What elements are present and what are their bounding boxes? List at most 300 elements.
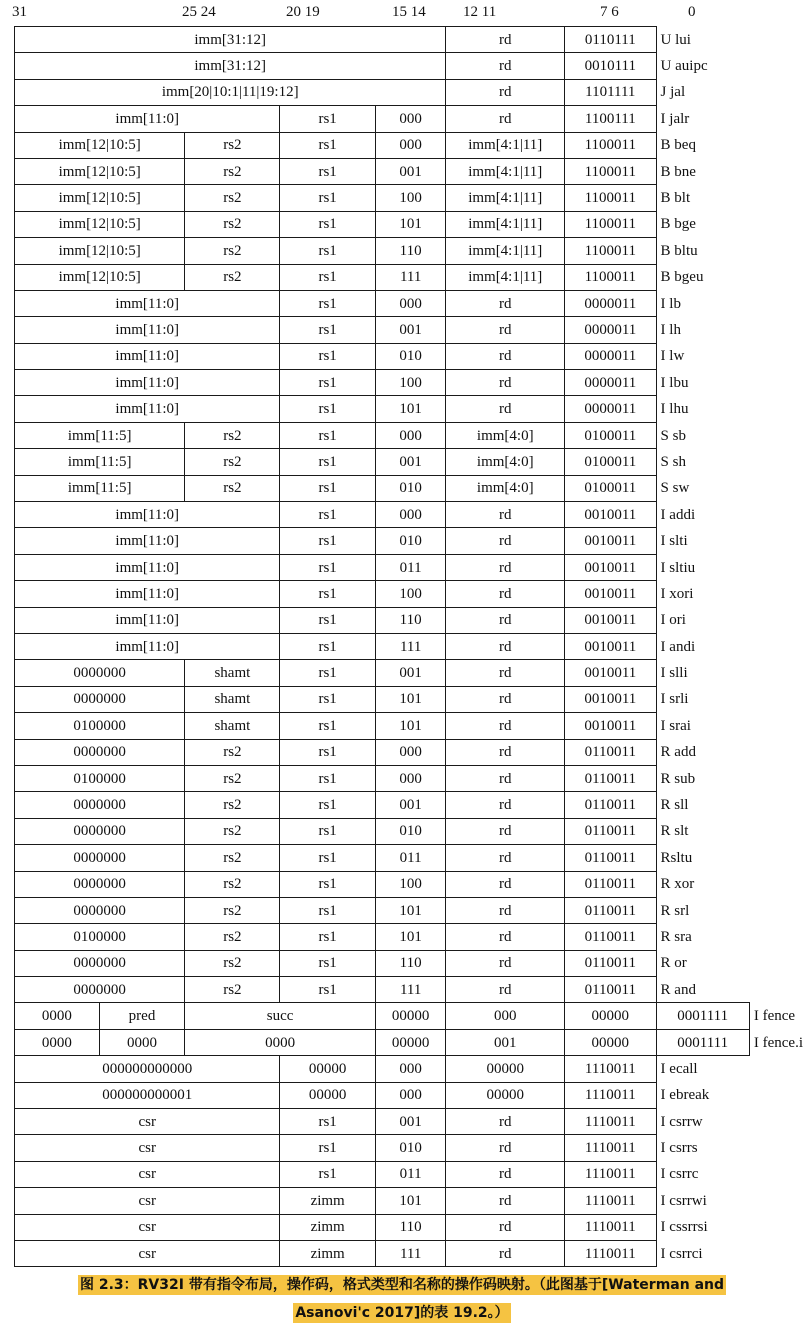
encoding-field: imm[4:1|11] [446, 185, 565, 211]
instruction-row [15, 1135, 804, 1161]
encoding-field: rs2 [185, 950, 280, 976]
encoding-field: 0010011 [565, 528, 656, 554]
encoding-field: rd [446, 370, 565, 396]
encoding-field: rs2 [185, 845, 280, 871]
encoding-field: rs1 [280, 185, 375, 211]
instruction-row [15, 53, 804, 79]
encoding-field: 0000000 [15, 950, 185, 976]
encoding-field: 101 [375, 396, 446, 422]
encoding-field: 00000 [375, 1029, 446, 1055]
encoding-field: 000 [375, 502, 446, 528]
encoding-field: rd [446, 686, 565, 712]
instruction-row [15, 1109, 804, 1135]
encoding-field: 0110011 [565, 845, 656, 871]
encoding-field: rd [446, 633, 565, 659]
encoding-field: 0010011 [565, 502, 656, 528]
encoding-field: 000 [375, 765, 446, 791]
instruction-row [15, 1161, 804, 1187]
instruction-row [15, 475, 804, 501]
encoding-field: 1100011 [565, 264, 656, 290]
encoding-field: 1110011 [565, 1188, 656, 1214]
instruction-name: R sra [660, 928, 692, 945]
encoding-field: rs1 [280, 686, 375, 712]
encoding-field: rs1 [280, 449, 375, 475]
encoding-field: 0100011 [565, 422, 656, 448]
encoding-field: rs1 [280, 211, 375, 237]
encoding-field: rd [446, 581, 565, 607]
encoding-field: 0010011 [565, 633, 656, 659]
encoding-field: imm[4:1|11] [446, 158, 565, 184]
encoding-field: rs1 [280, 106, 375, 132]
encoding-field: 100 [375, 185, 446, 211]
encoding-field: imm[11:0] [15, 528, 280, 554]
encoding-field: 0110011 [565, 977, 656, 1003]
instruction-row [15, 1214, 804, 1240]
encoding-field: 1100011 [565, 132, 656, 158]
encoding-field: rd [446, 818, 565, 844]
encoding-field: 0000011 [565, 317, 656, 343]
encoding-field: 011 [375, 845, 446, 871]
encoding-field: 0000000 [15, 897, 185, 923]
encoding-field: rs1 [280, 502, 375, 528]
bit-label-20-19: 20 19 [286, 4, 320, 20]
instruction-row [15, 924, 804, 950]
instruction-name: I csrrw [660, 1113, 703, 1130]
instruction-row [15, 554, 804, 580]
encoding-field: rd [446, 1188, 565, 1214]
encoding-field: 0000000 [15, 845, 185, 871]
encoding-field: 0000000 [15, 977, 185, 1003]
encoding-field: rs1 [280, 845, 375, 871]
encoding-field: imm[4:0] [446, 422, 565, 448]
bit-label-25-24: 25 24 [182, 4, 216, 20]
encoding-field: rs2 [185, 739, 280, 765]
instruction-name: R sub [660, 770, 696, 787]
instruction-name: I jalr [660, 110, 690, 127]
encoding-field: rs1 [280, 158, 375, 184]
encoding-field: rs1 [280, 765, 375, 791]
encoding-field: 0000 [99, 1029, 185, 1055]
encoding-field: 101 [375, 897, 446, 923]
encoding-field: 0000000 [15, 818, 185, 844]
encoding-field: 1110011 [565, 1240, 656, 1266]
encoding-field: 00000 [565, 1003, 656, 1029]
encoding-field: 0010011 [565, 554, 656, 580]
encoding-field: 0110011 [565, 792, 656, 818]
encoding-field: rs1 [280, 871, 375, 897]
instruction-name: I lbu [660, 374, 689, 391]
instruction-row [15, 607, 804, 633]
encoding-field: 0100011 [565, 449, 656, 475]
instruction-row [15, 449, 804, 475]
encoding-field: rs1 [280, 475, 375, 501]
encoding-field: 1101111 [565, 79, 656, 105]
instruction-row [15, 211, 804, 237]
bit-label-0: 0 [688, 4, 696, 20]
encoding-field: imm[11:0] [15, 396, 280, 422]
encoding-field: imm[12|10:5] [15, 132, 185, 158]
encoding-field: 001 [375, 449, 446, 475]
instruction-row [15, 290, 804, 316]
encoding-field: 00000 [446, 1056, 565, 1082]
encoding-field: rs1 [280, 290, 375, 316]
caption-line-1: 图 2.3：RV32I 带有指令布局，操作码，格式类型和名称的操作码映射。（此图基于[Waterman and [79, 1277, 725, 1293]
encoding-field: imm[11:5] [15, 422, 185, 448]
encoding-field: 0110011 [565, 765, 656, 791]
encoding-field: rs1 [280, 370, 375, 396]
encoding-field: rd [446, 396, 565, 422]
encoding-field: rd [446, 554, 565, 580]
instruction-row [15, 238, 804, 264]
instruction-row [15, 528, 804, 554]
encoding-field: rs2 [185, 238, 280, 264]
instruction-name: B bgeu [660, 269, 704, 286]
instruction-row [15, 686, 804, 712]
encoding-field: 111 [375, 1240, 446, 1266]
encoding-field: 000 [446, 1003, 565, 1029]
encoding-field: rs1 [280, 581, 375, 607]
encoding-field: 0010011 [565, 581, 656, 607]
encoding-field: 0000011 [565, 370, 656, 396]
encoding-field: 1100011 [565, 211, 656, 237]
encoding-field: rs1 [280, 818, 375, 844]
encoding-field: rs1 [280, 317, 375, 343]
encoding-field: csr [15, 1188, 280, 1214]
encoding-field: 110 [375, 238, 446, 264]
encoding-field: 0110011 [565, 897, 656, 923]
encoding-field: rd [446, 502, 565, 528]
encoding-field: 0110011 [565, 950, 656, 976]
instruction-name: I sltiu [660, 559, 696, 576]
instruction-name: I lhu [660, 401, 689, 418]
encoding-field: 0001111 [656, 1003, 749, 1029]
encoding-field: imm[20|10:1|11|19:12] [15, 79, 446, 105]
instruction-row [15, 818, 804, 844]
instruction-name: B bge [660, 216, 696, 233]
encoding-field: rs1 [280, 739, 375, 765]
encoding-field: 110 [375, 607, 446, 633]
encoding-field: 0010011 [565, 713, 656, 739]
encoding-field: 010 [375, 818, 446, 844]
encoding-field: imm[11:0] [15, 607, 280, 633]
encoding-field: 000 [375, 739, 446, 765]
encoding-field: 111 [375, 977, 446, 1003]
encoding-field: rd [446, 739, 565, 765]
instruction-name: S sh [660, 453, 686, 470]
encoding-field: rs2 [185, 792, 280, 818]
encoding-field: 00000 [375, 1003, 446, 1029]
encoding-field: rs1 [280, 660, 375, 686]
encoding-field: imm[11:0] [15, 370, 280, 396]
bit-position-header [0, 0, 804, 26]
instruction-row [15, 660, 804, 686]
encoding-field: rs1 [280, 422, 375, 448]
encoding-field: 0000 [15, 1029, 100, 1055]
encoding-field: rs1 [280, 633, 375, 659]
instruction-row [15, 1029, 804, 1055]
encoding-field: rs1 [280, 950, 375, 976]
encoding-field: rs2 [185, 158, 280, 184]
instruction-row [15, 158, 804, 184]
instruction-row [15, 370, 804, 396]
encoding-field: 111 [375, 264, 446, 290]
instruction-name: I srli [660, 691, 689, 708]
instruction-name: U auipc [660, 58, 708, 75]
encoding-field: imm[4:1|11] [446, 211, 565, 237]
instruction-name: I lw [660, 348, 685, 365]
encoding-field: 0000011 [565, 343, 656, 369]
instruction-row [15, 1082, 804, 1108]
instruction-name: Rsltu [660, 849, 693, 866]
encoding-field: 010 [375, 475, 446, 501]
instruction-row [15, 897, 804, 923]
encoding-field: 100 [375, 871, 446, 897]
encoding-field: rs2 [185, 211, 280, 237]
instruction-name: R or [660, 955, 687, 972]
encoding-field: imm[11:0] [15, 502, 280, 528]
encoding-field: 00000 [446, 1082, 565, 1108]
encoding-field: 0100000 [15, 765, 185, 791]
encoding-field: rs1 [280, 238, 375, 264]
encoding-field: 100 [375, 370, 446, 396]
encoding-field: rs1 [280, 396, 375, 422]
instruction-row [15, 713, 804, 739]
encoding-field: rd [446, 53, 565, 79]
encoding-field: rd [446, 792, 565, 818]
instruction-name: J jal [660, 84, 686, 101]
encoding-field: succ [185, 1003, 376, 1029]
encoding-field: zimm [280, 1188, 375, 1214]
encoding-field: pred [99, 1003, 185, 1029]
encoding-field: 0000 [185, 1029, 376, 1055]
rv32i-encoding-table [14, 26, 804, 1267]
encoding-field: imm[12|10:5] [15, 211, 185, 237]
instruction-row [15, 422, 804, 448]
instruction-name: I srai [660, 717, 691, 734]
encoding-field: rd [446, 1109, 565, 1135]
encoding-field: rs2 [185, 132, 280, 158]
encoding-field: 000 [375, 422, 446, 448]
instruction-row [15, 845, 804, 871]
encoding-field: 010 [375, 1135, 446, 1161]
encoding-field: 0110011 [565, 739, 656, 765]
instruction-name: B bne [660, 163, 696, 180]
encoding-field: 0100000 [15, 924, 185, 950]
instruction-name: I addi [660, 506, 696, 523]
instruction-row [15, 317, 804, 343]
instruction-name: R xor [660, 876, 695, 893]
encoding-field: rs2 [185, 871, 280, 897]
instruction-name: I csrrc [660, 1166, 699, 1183]
encoding-field: rs1 [280, 792, 375, 818]
instruction-row [15, 871, 804, 897]
encoding-field: rd [446, 106, 565, 132]
encoding-field: rs2 [185, 897, 280, 923]
encoding-field: 010 [375, 343, 446, 369]
instruction-name: I fence.i [753, 1034, 803, 1051]
encoding-field: rd [446, 950, 565, 976]
instruction-name: R slt [660, 823, 689, 840]
encoding-field: 0000011 [565, 396, 656, 422]
encoding-field: imm[12|10:5] [15, 264, 185, 290]
encoding-field: rs1 [280, 343, 375, 369]
encoding-field: rs2 [185, 475, 280, 501]
encoding-field: 0000000 [15, 686, 185, 712]
encoding-field: imm[11:0] [15, 633, 280, 659]
encoding-field: 0010011 [565, 660, 656, 686]
instruction-name: I ecall [660, 1061, 698, 1078]
encoding-field: 1100011 [565, 238, 656, 264]
encoding-field: rd [446, 871, 565, 897]
instruction-row [15, 581, 804, 607]
encoding-field: imm[4:0] [446, 449, 565, 475]
encoding-field: 0000000 [15, 792, 185, 818]
instruction-name: S sb [660, 427, 686, 444]
instruction-row [15, 792, 804, 818]
encoding-field: 111 [375, 633, 446, 659]
instruction-row [15, 1003, 804, 1029]
instruction-name: I xori [660, 585, 694, 602]
encoding-field: 0010011 [565, 686, 656, 712]
instruction-row [15, 633, 804, 659]
encoding-field: 001 [375, 792, 446, 818]
encoding-field: rd [446, 924, 565, 950]
encoding-field: csr [15, 1109, 280, 1135]
encoding-field: csr [15, 1161, 280, 1187]
encoding-field: 101 [375, 713, 446, 739]
encoding-field: rs1 [280, 528, 375, 554]
instruction-row [15, 765, 804, 791]
encoding-field: rd [446, 1161, 565, 1187]
encoding-field: 0001111 [656, 1029, 749, 1055]
encoding-field: 000 [375, 132, 446, 158]
encoding-field: 001 [375, 660, 446, 686]
encoding-field: 101 [375, 686, 446, 712]
encoding-field: rs1 [280, 554, 375, 580]
encoding-field: 0110111 [565, 27, 656, 53]
encoding-field: imm[4:0] [446, 475, 565, 501]
encoding-field: 001 [375, 158, 446, 184]
encoding-field: 1110011 [565, 1056, 656, 1082]
instruction-name: I csrrci [660, 1245, 703, 1262]
figure-caption [0, 1271, 804, 1327]
encoding-field: rd [446, 897, 565, 923]
encoding-field: rs1 [280, 1109, 375, 1135]
encoding-field: rd [446, 977, 565, 1003]
bit-label-15-14: 15 14 [392, 4, 426, 20]
encoding-field: shamt [185, 686, 280, 712]
encoding-field: 011 [375, 1161, 446, 1187]
encoding-field: 1100011 [565, 185, 656, 211]
encoding-field: 001 [375, 1109, 446, 1135]
encoding-field: 00000 [565, 1029, 656, 1055]
instruction-name: U lui [660, 31, 691, 48]
encoding-field: 1110011 [565, 1161, 656, 1187]
encoding-field: rs1 [280, 132, 375, 158]
encoding-field: imm[12|10:5] [15, 185, 185, 211]
encoding-field: csr [15, 1214, 280, 1240]
instruction-name: I lb [660, 295, 681, 312]
encoding-field: 0000000 [15, 660, 185, 686]
encoding-field: 110 [375, 1214, 446, 1240]
encoding-field: imm[31:12] [15, 27, 446, 53]
encoding-field: imm[4:1|11] [446, 238, 565, 264]
instruction-row [15, 739, 804, 765]
encoding-field: 001 [446, 1029, 565, 1055]
instruction-name: I andi [660, 638, 696, 655]
encoding-field: 1110011 [565, 1214, 656, 1240]
caption-line-2: Asanovi'c 2017]的表 19.2。） [295, 1305, 509, 1321]
bit-label-31: 31 [12, 4, 27, 20]
encoding-field: zimm [280, 1214, 375, 1240]
encoding-field: 0000 [15, 1003, 100, 1029]
bit-label-12-11: 12 11 [463, 4, 497, 20]
encoding-field: rs1 [280, 977, 375, 1003]
instruction-name: I slti [660, 533, 688, 550]
instruction-row [15, 27, 804, 53]
encoding-field: imm[11:0] [15, 106, 280, 132]
instruction-name: I cssrrsi [660, 1219, 708, 1236]
encoding-field: rd [446, 1240, 565, 1266]
instruction-row [15, 1056, 804, 1082]
encoding-field: 0010011 [565, 607, 656, 633]
encoding-field: 000000000000 [15, 1056, 280, 1082]
instruction-row [15, 264, 804, 290]
encoding-field: 000 [375, 1056, 446, 1082]
encoding-field: rs1 [280, 897, 375, 923]
instruction-name: R and [660, 981, 696, 998]
encoding-field: 000 [375, 1082, 446, 1108]
encoding-field: 010 [375, 528, 446, 554]
encoding-field: 000000000001 [15, 1082, 280, 1108]
encoding-field: imm[11:5] [15, 449, 185, 475]
instruction-name: I ebreak [660, 1087, 710, 1104]
encoding-field: imm[11:5] [15, 475, 185, 501]
encoding-field: rd [446, 1135, 565, 1161]
encoding-field: rs2 [185, 977, 280, 1003]
encoding-field: rd [446, 317, 565, 343]
encoding-field: 1100011 [565, 158, 656, 184]
encoding-field: 000 [375, 106, 446, 132]
encoding-field: 101 [375, 211, 446, 237]
encoding-field: 0110011 [565, 924, 656, 950]
encoding-field: rs2 [185, 185, 280, 211]
encoding-field: 000 [375, 290, 446, 316]
encoding-field: 0000011 [565, 290, 656, 316]
instruction-name: R srl [660, 902, 690, 919]
instruction-name: R add [660, 744, 696, 761]
encoding-field: 1110011 [565, 1109, 656, 1135]
encoding-field: rd [446, 1214, 565, 1240]
encoding-field: rs1 [280, 1161, 375, 1187]
encoding-field: rs1 [280, 264, 375, 290]
instruction-row [15, 185, 804, 211]
encoding-field: 101 [375, 1188, 446, 1214]
encoding-field: rd [446, 765, 565, 791]
instruction-name: I csrrwi [660, 1192, 707, 1209]
encoding-field: 00000 [280, 1056, 375, 1082]
encoding-field: imm[12|10:5] [15, 158, 185, 184]
encoding-field: 0010111 [565, 53, 656, 79]
encoding-field: imm[11:0] [15, 581, 280, 607]
encoding-field: 1100111 [565, 106, 656, 132]
encoding-field: 0000000 [15, 739, 185, 765]
instruction-row [15, 1188, 804, 1214]
encoding-field: rd [446, 27, 565, 53]
instruction-name: I ori [660, 612, 686, 629]
encoding-field: imm[11:0] [15, 554, 280, 580]
instruction-row [15, 396, 804, 422]
